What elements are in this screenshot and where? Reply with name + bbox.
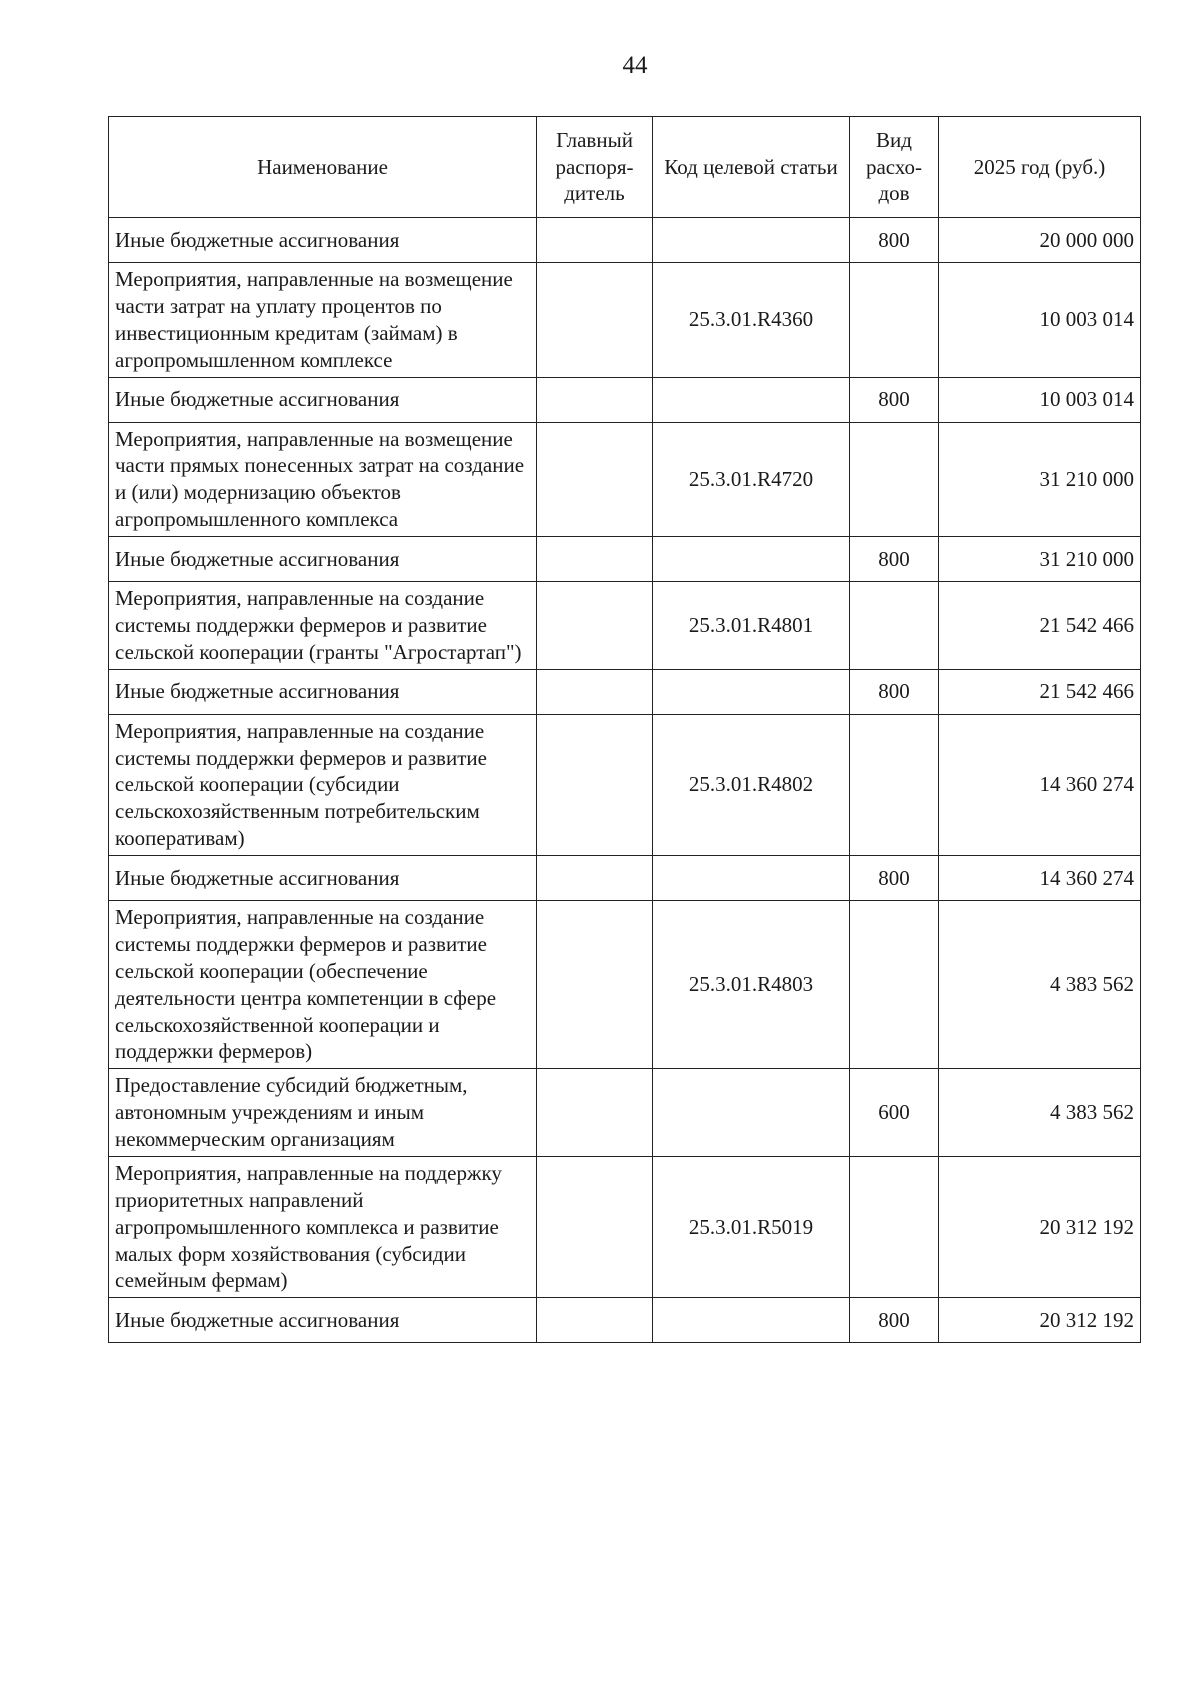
- row-name: Мероприятия, направленные на поддержку приоритетных направлений агропромышленного комплекса и развитие малых форм хозяйствования (субсидии семейным фермам): [109, 1156, 537, 1297]
- table-row: [109, 422, 1141, 537]
- row-target-code: [653, 856, 850, 901]
- row-expense-type: 800: [850, 537, 939, 582]
- header-name: Наименование: [109, 117, 537, 218]
- row-name: Иные бюджетные ассигнования: [109, 218, 537, 263]
- row-name: Мероприятия, направленные на возмещение части прямых понесенных затрат на создание и (или) модернизацию объектов агропромышленного комплекса: [109, 422, 537, 537]
- budget-table: [108, 116, 1141, 1343]
- row-amount: 10 003 014: [939, 263, 1141, 378]
- row-name: Мероприятия, направленные на создание системы поддержки фермеров и развитие сельской кооперации (субсидии сельскохозяйственным потребительским кооперативам): [109, 714, 537, 855]
- table-row: [109, 218, 1141, 263]
- row-target-code: [653, 1069, 850, 1157]
- row-amount: 21 542 466: [939, 582, 1141, 670]
- row-main-manager: [537, 218, 653, 263]
- row-expense-type: 800: [850, 669, 939, 714]
- row-name: Мероприятия, направленные на создание системы поддержки фермеров и развитие сельской кооперации (гранты "Агростартап"): [109, 582, 537, 670]
- row-target-code: 25.3.01.R4360: [653, 263, 850, 378]
- row-target-code: 25.3.01.R4802: [653, 714, 850, 855]
- row-main-manager: [537, 1298, 653, 1343]
- row-amount: 20 000 000: [939, 218, 1141, 263]
- row-expense-type: [850, 714, 939, 855]
- row-name: Иные бюджетные ассигнования: [109, 377, 537, 422]
- table-row: [109, 582, 1141, 670]
- row-main-manager: [537, 422, 653, 537]
- row-expense-type: [850, 582, 939, 670]
- row-expense-type: [850, 901, 939, 1069]
- header-target-code: Код целевой статьи: [653, 117, 850, 218]
- row-target-code: 25.3.01.R4803: [653, 901, 850, 1069]
- table-row: [109, 1156, 1141, 1297]
- header-expense-type: Вид расхо-дов: [850, 117, 939, 218]
- page-number: 44: [622, 52, 648, 79]
- row-expense-type: [850, 1156, 939, 1297]
- row-target-code: [653, 377, 850, 422]
- table-row: [109, 537, 1141, 582]
- row-main-manager: [537, 1156, 653, 1297]
- row-amount: 14 360 274: [939, 856, 1141, 901]
- row-expense-type: 800: [850, 218, 939, 263]
- table-row: [109, 1069, 1141, 1157]
- row-target-code: [653, 537, 850, 582]
- table-row: [109, 377, 1141, 422]
- table-row: [109, 1298, 1141, 1343]
- table-row: [109, 901, 1141, 1069]
- table-row: [109, 714, 1141, 855]
- row-main-manager: [537, 669, 653, 714]
- row-expense-type: 800: [850, 377, 939, 422]
- row-main-manager: [537, 537, 653, 582]
- row-name: Предоставление субсидий бюджетным, автономным учреждениям и иным некоммерческим организациям: [109, 1069, 537, 1157]
- row-amount: 10 003 014: [939, 377, 1141, 422]
- row-name: Мероприятия, направленные на возмещение части затрат на уплату процентов по инвестиционным кредитам (займам) в агропромышленном комплексе: [109, 263, 537, 378]
- table-header-row: [109, 117, 1141, 218]
- row-target-code: 25.3.01.R5019: [653, 1156, 850, 1297]
- table-row: [109, 669, 1141, 714]
- row-target-code: [653, 1298, 850, 1343]
- row-expense-type: [850, 422, 939, 537]
- row-expense-type: 800: [850, 1298, 939, 1343]
- row-target-code: 25.3.01.R4801: [653, 582, 850, 670]
- row-target-code: [653, 669, 850, 714]
- row-amount: 21 542 466: [939, 669, 1141, 714]
- row-main-manager: [537, 714, 653, 855]
- row-target-code: 25.3.01.R4720: [653, 422, 850, 537]
- row-amount: 20 312 192: [939, 1298, 1141, 1343]
- header-year-2025: 2025 год (руб.): [939, 117, 1141, 218]
- row-main-manager: [537, 1069, 653, 1157]
- row-amount: 31 210 000: [939, 422, 1141, 537]
- row-name: Мероприятия, направленные на создание системы поддержки фермеров и развитие сельской кооперации (обеспечение деятельности центра компетенции в сфере сельскохозяйственной кооперации и поддержки фермеров): [109, 901, 537, 1069]
- row-name: Иные бюджетные ассигнования: [109, 669, 537, 714]
- row-main-manager: [537, 582, 653, 670]
- row-target-code: [653, 218, 850, 263]
- row-expense-type: [850, 263, 939, 378]
- table-row: [109, 263, 1141, 378]
- row-main-manager: [537, 263, 653, 378]
- table-row: [109, 856, 1141, 901]
- row-amount: 14 360 274: [939, 714, 1141, 855]
- row-name: Иные бюджетные ассигнования: [109, 537, 537, 582]
- row-amount: 20 312 192: [939, 1156, 1141, 1297]
- row-main-manager: [537, 856, 653, 901]
- header-main-manager: Главный распоря-дитель: [537, 117, 653, 218]
- row-name: Иные бюджетные ассигнования: [109, 1298, 537, 1343]
- row-amount: 4 383 562: [939, 1069, 1141, 1157]
- row-main-manager: [537, 901, 653, 1069]
- row-amount: 4 383 562: [939, 901, 1141, 1069]
- row-expense-type: 800: [850, 856, 939, 901]
- row-name: Иные бюджетные ассигнования: [109, 856, 537, 901]
- row-amount: 31 210 000: [939, 537, 1141, 582]
- row-main-manager: [537, 377, 653, 422]
- row-expense-type: 600: [850, 1069, 939, 1157]
